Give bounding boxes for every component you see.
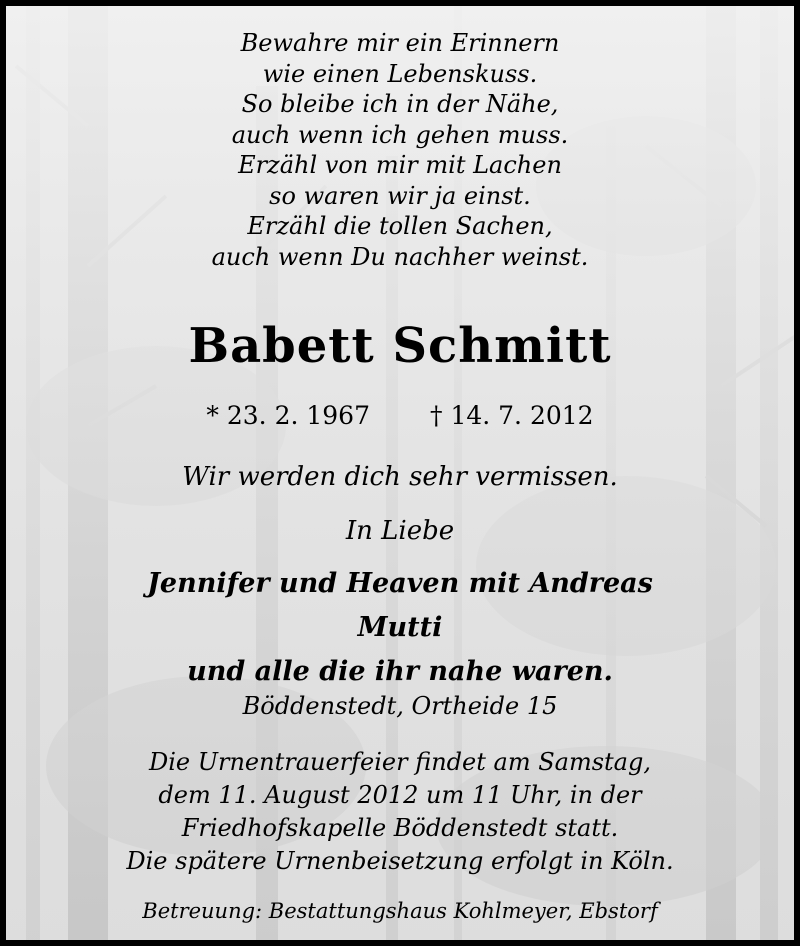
service-line: dem 11. August 2012 um 11 Uhr, in der [158,781,642,809]
address: Böddenstedt, Ortheide 15 [242,692,558,720]
mourners [6,562,794,694]
poem [6,28,794,272]
birth-date: * 23. 2. 1967 [206,401,370,430]
service-line: Friedhofskapelle Böddenstedt statt. [181,814,619,842]
service-line: Die spätere Urnenbeisetzung erfolgt in Köln. [126,847,674,875]
mourner-line: und alle die ihr nahe waren. [187,656,613,687]
life-dates [6,401,794,430]
poem-line: auch wenn ich gehen muss. [231,120,569,149]
poem-line: Bewahre mir ein Erinnern [240,29,560,57]
poem-line: Erzähl von mir mit Lachen [238,151,562,179]
service-info [6,746,794,878]
mourner-line: Mutti [357,612,443,643]
service-line: Die Urnentrauerfeier findet am Samstag, [149,748,651,776]
poem-line: So bleibe ich in der Nähe, [241,90,559,118]
poem-line: so waren wir ja einst. [269,181,531,210]
poem-line: Erzähl die tollen Sachen, [247,212,553,240]
notice-content [6,6,794,940]
death-date: † 14. 7. 2012 [430,401,594,430]
deceased-name: Babett Schmitt [188,318,612,374]
poem-line: wie einen Lebenskuss. [262,59,538,88]
miss-text: Wir werden dich sehr vermissen. [182,462,618,492]
funeral-home: Betreuung: Bestattungshaus Kohlmeyer, Ebstorf [142,899,658,923]
poem-line: auch wenn Du nachher weinst. [211,242,589,271]
love-text: In Liebe [345,516,455,546]
mourner-line: Jennifer und Heaven mit Andreas [147,568,653,599]
